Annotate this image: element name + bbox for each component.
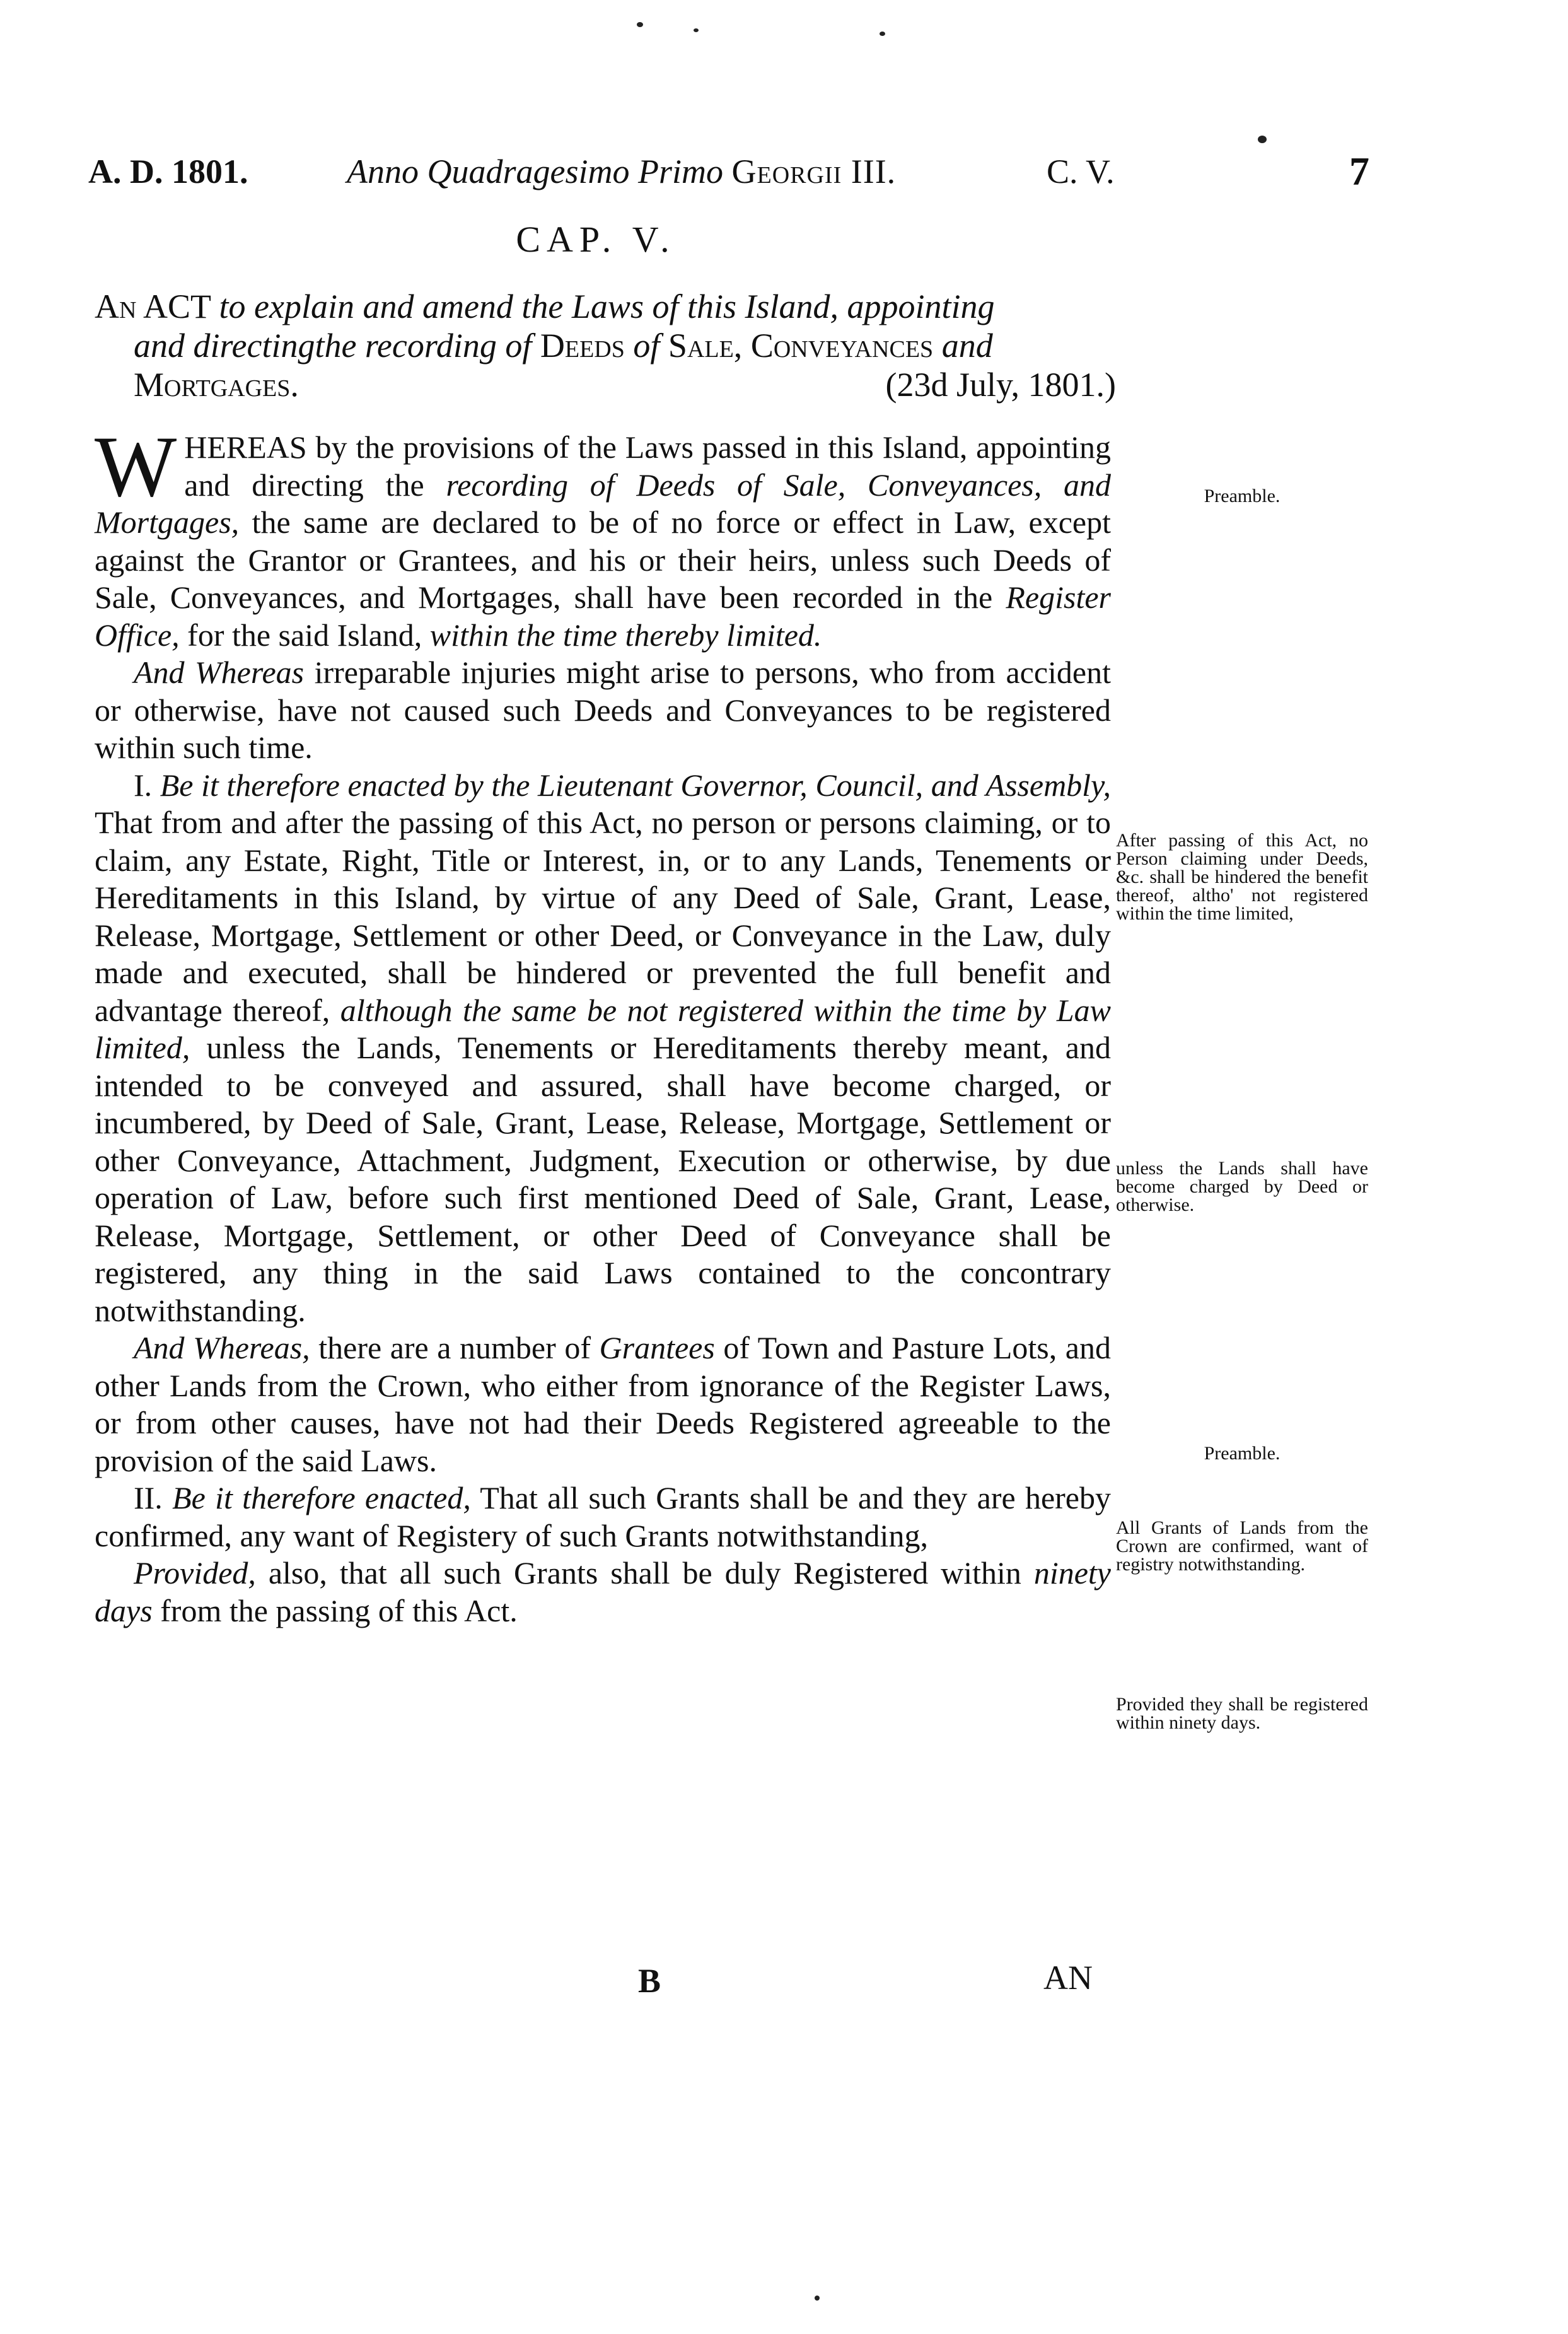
act-title-line-3 — [95, 365, 1116, 404]
act-title-mortgages: Mortgages. — [134, 366, 299, 404]
act-title-directing: and directingthe recording of — [134, 327, 532, 365]
paragraph-preamble — [95, 418, 1111, 654]
regnal-king: Georgii III. — [731, 153, 897, 190]
paragraph-text: also, that all such Grants shall be duly Registered within — [255, 1555, 1034, 1590]
section-number: I. — [134, 767, 153, 803]
act-title-deeds: Deeds — [540, 327, 625, 365]
act-title-act: ACT — [142, 288, 211, 325]
catchword: AN — [1043, 1959, 1093, 1997]
margin-note-preamble-2: Preamble. — [1204, 1443, 1281, 1464]
paragraph-text: from the passing of this Act. — [152, 1592, 518, 1628]
running-head — [88, 146, 1387, 197]
print-speck — [880, 32, 885, 36]
signature-mark: B — [638, 1962, 661, 2000]
margin-note-preamble: Preamble. — [1204, 486, 1281, 506]
paragraph-text: HEREAS by the provisions of the Laws passed in this Island, appointing and directing the — [184, 429, 1111, 503]
paragraph-italic: Grantees — [599, 1330, 715, 1365]
print-speck — [1258, 136, 1267, 143]
paragraph-text: That all such Grants shall be and they are hereby confirmed, any want of Registery of such Grants notwithstanding, — [95, 1480, 1111, 1553]
running-head-chapter: C. V. — [1047, 153, 1115, 190]
paragraph-italic: Register Office, — [95, 580, 1111, 653]
act-title-date: (23d July, 1801.) — [885, 366, 1116, 404]
page-number: 7 — [1349, 149, 1369, 194]
paragraph-italic: Be it therefore enacted, — [172, 1480, 471, 1515]
paragraph-italic: And Whereas — [134, 655, 305, 690]
paragraph-italic: Be it therefore enacted by the Lieutenant Governor, Council, and Assembly, — [160, 767, 1111, 803]
act-title-of: of — [633, 327, 660, 365]
print-speck — [815, 2296, 820, 2301]
running-head-regnal-year — [347, 146, 896, 197]
chapter-heading: CAP. V. — [516, 219, 676, 260]
margin-note-after-passing: After passing of this Act, no Person claiming under Deeds, &c. shall be hindered the benefit thereof, altho' not registered within the time limited, — [1116, 830, 1368, 924]
paragraph-whereas-grantees — [95, 1329, 1111, 1479]
paragraph-section-1 — [95, 767, 1111, 1330]
section-number: II. — [134, 1480, 163, 1515]
act-title-line-2 — [95, 326, 1116, 365]
act-title-sale: Sale, — [668, 327, 743, 365]
print-speck — [637, 22, 643, 27]
act-title-an: An — [95, 288, 137, 325]
paragraph-text: That from and after the passing of this Act, no person or persons claiming, or to claim, any Estate, Right, Title or Interest, in, or to any Lands, Tenements or Hereditaments in this Island, by virtue of any Deed of Sale, Grant, Lease, Release, Mortgage, Settlement or other Deed, or Conveyance in the Law, duly made and executed, shall be hindered or prevented the full benefit and advantage thereof, — [95, 805, 1111, 1028]
print-speck — [694, 28, 699, 32]
running-head-year: A. D. 1801. — [88, 153, 248, 190]
paragraph-italic: although the same be not registered within the time by Law limited, — [95, 992, 1111, 1065]
act-title-and: and — [941, 327, 993, 365]
margin-note-grants-confirmed: All Grants of Lands from the Crown are confirmed, want of registry notwithstanding. — [1116, 1517, 1368, 1575]
act-title — [95, 287, 1116, 404]
paragraph-whereas — [95, 654, 1111, 767]
margin-note-unless-lands: unless the Lands shall have become charged by Deed or otherwise. — [1116, 1158, 1368, 1215]
paragraph-italic: recording of Deeds of Sale, Conveyances, and Mortgages, — [95, 467, 1111, 540]
paragraph-italic: And Whereas, — [134, 1330, 310, 1365]
paragraph-section-2 — [95, 1479, 1111, 1555]
regnal-year-italic: Anno Quadragesimo Primo — [347, 153, 723, 190]
paragraph-italic: Provided, — [134, 1555, 256, 1590]
paragraph-text: the same are declared to be of no force or effect in Law, except against the Grantor or Grantees, and his or their heirs, unless such Deeds of Sale, Conveyances, and Mortgages, shall have been recorded in the — [95, 505, 1111, 615]
paragraph-text: for the said Island, — [179, 617, 430, 653]
paragraph-italic: ninety days — [95, 1555, 1111, 1628]
drop-cap: W — [95, 418, 177, 515]
paragraph-text: of Town and Pasture Lots, and other Lands from the Crown, who either from ignorance of the Register Laws, or from other causes, have not had their Deeds Registered agreeable to the provision of the said Laws. — [95, 1330, 1111, 1478]
paragraph-text: irreparable injuries might arise to persons, who from accident or otherwise, have not caused such Deeds and Conveyances to be registered within such time. — [95, 655, 1111, 765]
act-body — [95, 418, 1111, 1630]
paragraph-proviso — [95, 1555, 1111, 1630]
act-title-purpose: to explain and amend the Laws of this Island, appointing — [219, 288, 995, 325]
act-title-conveyances: Conveyances — [750, 327, 934, 365]
paragraph-italic: within the time thereby limited. — [429, 617, 822, 653]
paragraph-text: unless the Lands, Tenements or Hereditaments thereby meant, and intended to be conveyed and assured, shall have become charged, or incumbered, by Deed of Sale, Grant, Lease, Release, Mortgage, Settlement or other Conveyance, Attachment, Judgment, Execution or otherwise, by due operation of Law, before such first mentioned Deed of Sale, Grant, Lease, Release, Mortgage, Settlement, or other Deed of Conveyance shall be registered, any thing in the said Laws contained to the concontrary notwithstanding. — [95, 1030, 1111, 1328]
paragraph-text: there are a number of — [310, 1330, 600, 1365]
margin-note-provided-ninety: Provided they shall be registered within ninety days. — [1116, 1694, 1368, 1733]
act-title-line-1 — [95, 287, 1116, 326]
